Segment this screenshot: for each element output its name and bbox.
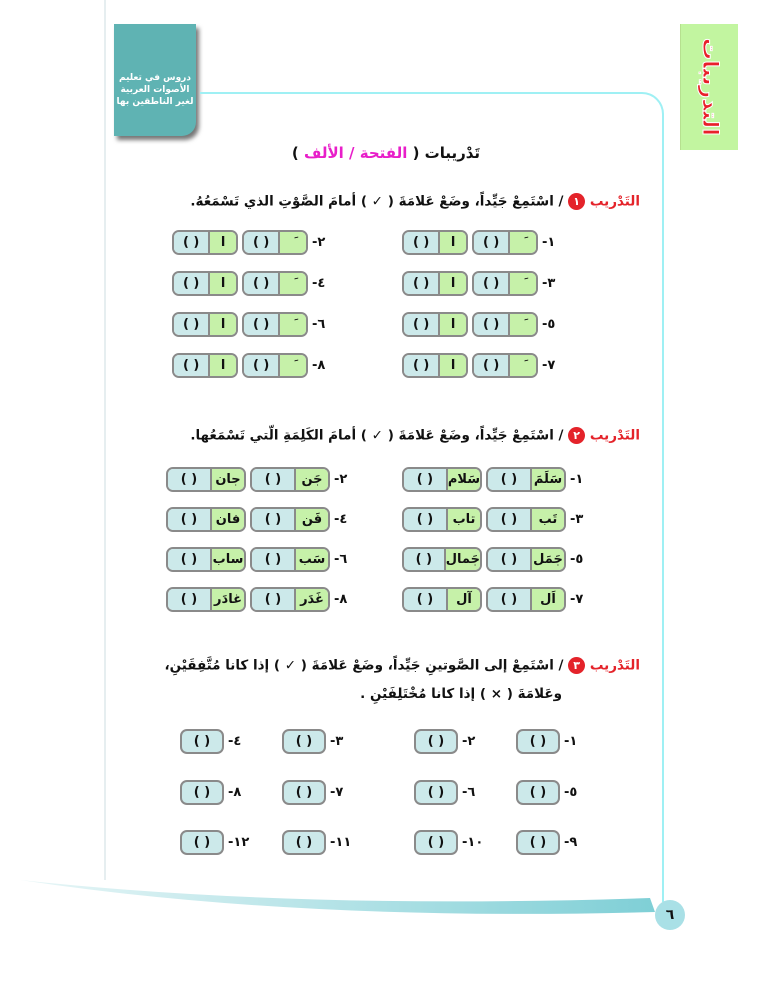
item-number: ٧- — [570, 592, 584, 607]
answer-slot[interactable]: ( ) — [474, 355, 510, 376]
answer-slot[interactable]: ( ) — [488, 549, 532, 570]
item-number: ٨- — [312, 358, 326, 373]
answer-slot[interactable]: ( ) — [252, 469, 296, 490]
item-number: ٢- — [312, 235, 326, 250]
option-text: ساب — [212, 549, 244, 570]
option-text — [280, 232, 306, 253]
option-text: ا — [210, 355, 236, 376]
answer-option[interactable] — [166, 507, 246, 532]
exercise-instruction: / اسْتَمِعْ جَيِّداً، وضَعْ عَلامَةَ ( ✓ ) أمامَ الكَلِمَةِ الّتي تَسْمَعُها. — [190, 427, 564, 444]
answer-slot[interactable]: ( ) — [516, 830, 560, 855]
option-text: آل — [448, 589, 480, 610]
answer-slot[interactable]: ( ) — [174, 355, 210, 376]
exercise-number: ١ — [568, 193, 585, 210]
answer-slot[interactable]: ( ) — [168, 589, 212, 610]
decorative-wave — [0, 860, 762, 920]
answer-slot[interactable]: ( ) — [404, 273, 440, 294]
answer-option[interactable] — [242, 312, 308, 337]
exercise-3-item — [282, 729, 356, 754]
option-text: ا — [440, 355, 466, 376]
exercise-3-item — [516, 830, 590, 855]
answer-slot[interactable]: ( ) — [414, 780, 458, 805]
exercise-2-heading — [190, 427, 640, 444]
item-number: ١١- — [330, 835, 352, 850]
answer-option[interactable] — [472, 230, 538, 255]
answer-option[interactable] — [166, 547, 246, 572]
answer-option[interactable] — [402, 587, 482, 612]
option-text: تاب — [448, 509, 480, 530]
exercise-3-item — [516, 780, 590, 805]
exercise-label: التَدْريب — [589, 427, 640, 444]
item-number: ٦- — [462, 785, 476, 800]
item-number: ٨- — [228, 785, 242, 800]
exercise-1-item — [172, 230, 334, 255]
answer-slot[interactable]: ( ) — [168, 549, 212, 570]
answer-option[interactable] — [402, 271, 468, 296]
answer-slot[interactable]: ( ) — [414, 729, 458, 754]
option-text: ا — [440, 314, 466, 335]
option-text: سَب — [296, 549, 328, 570]
exercise-2-item — [166, 507, 356, 532]
answer-slot[interactable]: ( ) — [414, 830, 458, 855]
answer-slot[interactable]: ( ) — [174, 232, 210, 253]
answer-option[interactable] — [472, 271, 538, 296]
answer-option[interactable] — [472, 353, 538, 378]
exercise-instruction: / اسْتَمِعْ إلى الصَّوتينِ جَيِّداً، وضَعْ عَلامَةَ ( ✓ ) إذا كانا مُتَّفِقَيْنِ، — [164, 657, 564, 674]
option-text: فان — [212, 509, 244, 530]
answer-slot[interactable]: ( ) — [244, 314, 280, 335]
answer-slot[interactable]: ( ) — [488, 469, 532, 490]
exercise-2-item — [402, 587, 592, 612]
answer-slot[interactable]: ( ) — [474, 314, 510, 335]
option-text: جَن — [296, 469, 328, 490]
exercise-instruction: وعَلامَةَ ( × ) إذا كانا مُخْتَلِفَيْنِ . — [360, 686, 562, 702]
answer-slot[interactable]: ( ) — [180, 729, 224, 754]
item-number: ٦- — [312, 317, 326, 332]
section-tab-label: التدريبات — [697, 38, 722, 136]
option-text: تَب — [532, 509, 564, 530]
book-label — [114, 24, 196, 136]
exercise-3-heading — [164, 657, 640, 674]
item-number: ١- — [564, 734, 578, 749]
answer-slot[interactable]: ( ) — [404, 232, 440, 253]
answer-slot[interactable]: ( ) — [282, 830, 326, 855]
exercise-1-item — [402, 312, 564, 337]
answer-option[interactable] — [402, 547, 482, 572]
item-number: ٥- — [570, 552, 584, 567]
answer-option[interactable] — [166, 467, 246, 492]
exercise-2-item — [402, 507, 592, 532]
exercise-1-item — [402, 230, 564, 255]
option-text — [510, 355, 536, 376]
exercise-1-heading — [190, 193, 640, 210]
option-text: سَلام — [448, 469, 480, 490]
item-number: ٤- — [312, 276, 326, 291]
item-number: ٥- — [542, 317, 556, 332]
item-number: ٤- — [334, 512, 348, 527]
page-title — [0, 144, 762, 162]
exercise-1-item — [402, 353, 564, 378]
item-number: ١- — [542, 235, 556, 250]
answer-option[interactable] — [250, 507, 330, 532]
option-text — [280, 355, 306, 376]
answer-slot[interactable]: ( ) — [252, 549, 296, 570]
item-number: ٨- — [334, 592, 348, 607]
title-text: تَدْريبات ( — [412, 144, 481, 162]
option-text: غَدَر — [296, 589, 328, 610]
answer-option[interactable] — [250, 467, 330, 492]
exercise-3-item — [180, 830, 254, 855]
answer-slot[interactable]: ( ) — [404, 509, 448, 530]
exercise-3-heading-line2 — [360, 686, 562, 702]
title-end: ) — [291, 144, 299, 162]
answer-slot[interactable]: ( ) — [168, 509, 212, 530]
item-number: ٣- — [570, 512, 584, 527]
answer-option[interactable] — [250, 547, 330, 572]
answer-option[interactable] — [402, 312, 468, 337]
answer-slot[interactable]: ( ) — [404, 469, 448, 490]
answer-option[interactable] — [172, 271, 238, 296]
answer-slot[interactable]: ( ) — [404, 314, 440, 335]
answer-slot[interactable]: ( ) — [174, 314, 210, 335]
answer-option[interactable] — [242, 271, 308, 296]
exercise-1-item — [172, 312, 334, 337]
exercise-3-item — [414, 729, 488, 754]
exercise-1-item — [402, 271, 564, 296]
option-text — [280, 273, 306, 294]
answer-slot[interactable]: ( ) — [252, 589, 296, 610]
answer-option[interactable] — [166, 587, 246, 612]
option-text — [510, 232, 536, 253]
answer-slot[interactable]: ( ) — [282, 780, 326, 805]
exercise-3-item — [414, 780, 488, 805]
option-text: ا — [440, 273, 466, 294]
item-number: ٧- — [330, 785, 344, 800]
answer-option[interactable] — [486, 467, 566, 492]
item-number: ٢- — [334, 472, 348, 487]
book-label-line: دروس في تعليم — [119, 73, 191, 83]
answer-option[interactable] — [172, 353, 238, 378]
answer-option[interactable] — [486, 547, 566, 572]
answer-option[interactable] — [402, 467, 482, 492]
option-text: ا — [440, 232, 466, 253]
item-number: ٥- — [564, 785, 578, 800]
exercise-2-item — [166, 467, 356, 492]
option-text: سَلَمَ — [532, 469, 564, 490]
answer-slot[interactable]: ( ) — [168, 469, 212, 490]
item-number: ٣- — [330, 734, 344, 749]
item-number: ٩- — [564, 835, 578, 850]
section-tab — [680, 24, 738, 150]
item-number: ١- — [570, 472, 584, 487]
option-text: ا — [210, 314, 236, 335]
option-text: ا — [210, 273, 236, 294]
item-number: ٦- — [334, 552, 348, 567]
answer-option[interactable] — [472, 312, 538, 337]
option-text: فَن — [296, 509, 328, 530]
option-text — [510, 314, 536, 335]
item-number: ١٢- — [228, 835, 250, 850]
item-number: ٣- — [542, 276, 556, 291]
exercise-1-item — [172, 353, 334, 378]
answer-slot[interactable]: ( ) — [488, 589, 532, 610]
option-text: جان — [212, 469, 244, 490]
exercise-label: التَدْريب — [589, 657, 640, 674]
answer-option[interactable] — [172, 230, 238, 255]
answer-option[interactable] — [486, 507, 566, 532]
answer-slot[interactable]: ( ) — [516, 729, 560, 754]
answer-slot[interactable]: ( ) — [244, 273, 280, 294]
exercise-3-item — [414, 830, 488, 855]
book-label-line: لغير الناطقين بها — [116, 97, 194, 107]
item-number: ٤- — [228, 734, 242, 749]
exercise-2-item — [166, 547, 356, 572]
book-label-line: الأصوات العربية — [120, 85, 190, 95]
answer-option[interactable] — [486, 587, 566, 612]
answer-option[interactable] — [172, 312, 238, 337]
answer-slot[interactable]: ( ) — [516, 780, 560, 805]
exercise-3-item — [180, 780, 254, 805]
answer-slot[interactable]: ( ) — [404, 589, 448, 610]
option-text: غادَر — [212, 589, 244, 610]
answer-slot[interactable]: ( ) — [282, 729, 326, 754]
option-text — [510, 273, 536, 294]
page-number: ٦ — [655, 900, 685, 930]
answer-slot[interactable]: ( ) — [404, 549, 446, 570]
exercise-instruction: / اسْتَمِعْ جَيِّداً، وضَعْ عَلامَةَ ( ✓ ) أمامَ الصَّوْتِ الذي تَسْمَعُهُ. — [190, 193, 564, 210]
answer-slot[interactable]: ( ) — [474, 273, 510, 294]
exercise-1-item — [172, 271, 334, 296]
answer-slot[interactable]: ( ) — [180, 780, 224, 805]
exercise-2-item — [402, 467, 592, 492]
item-number: ٧- — [542, 358, 556, 373]
title-highlight: الفتحة / الألف — [304, 144, 408, 162]
exercise-label: التَدْريب — [589, 193, 640, 210]
exercise-2-item — [166, 587, 356, 612]
answer-option[interactable] — [402, 230, 468, 255]
answer-slot[interactable]: ( ) — [244, 355, 280, 376]
answer-slot[interactable]: ( ) — [174, 273, 210, 294]
exercise-3-item — [516, 729, 590, 754]
exercise-3-item — [180, 729, 254, 754]
exercise-number: ٢ — [568, 427, 585, 444]
margin-line — [104, 0, 106, 880]
option-text: اَل — [532, 589, 564, 610]
option-text: جَمال — [446, 549, 480, 570]
answer-option[interactable] — [242, 353, 308, 378]
exercise-number: ٣ — [568, 657, 585, 674]
answer-slot[interactable]: ( ) — [474, 232, 510, 253]
answer-option[interactable] — [402, 353, 468, 378]
answer-slot[interactable]: ( ) — [252, 509, 296, 530]
exercise-3-item — [282, 830, 356, 855]
answer-option[interactable] — [402, 507, 482, 532]
item-number: ١٠- — [462, 835, 484, 850]
answer-option[interactable] — [250, 587, 330, 612]
answer-slot[interactable]: ( ) — [244, 232, 280, 253]
answer-slot[interactable]: ( ) — [180, 830, 224, 855]
exercise-3-item — [282, 780, 356, 805]
option-text — [280, 314, 306, 335]
exercise-2-item — [402, 547, 592, 572]
answer-option[interactable] — [242, 230, 308, 255]
answer-slot[interactable]: ( ) — [404, 355, 440, 376]
item-number: ٢- — [462, 734, 476, 749]
option-text: جَمَل — [532, 549, 564, 570]
answer-slot[interactable]: ( ) — [488, 509, 532, 530]
option-text: ا — [210, 232, 236, 253]
